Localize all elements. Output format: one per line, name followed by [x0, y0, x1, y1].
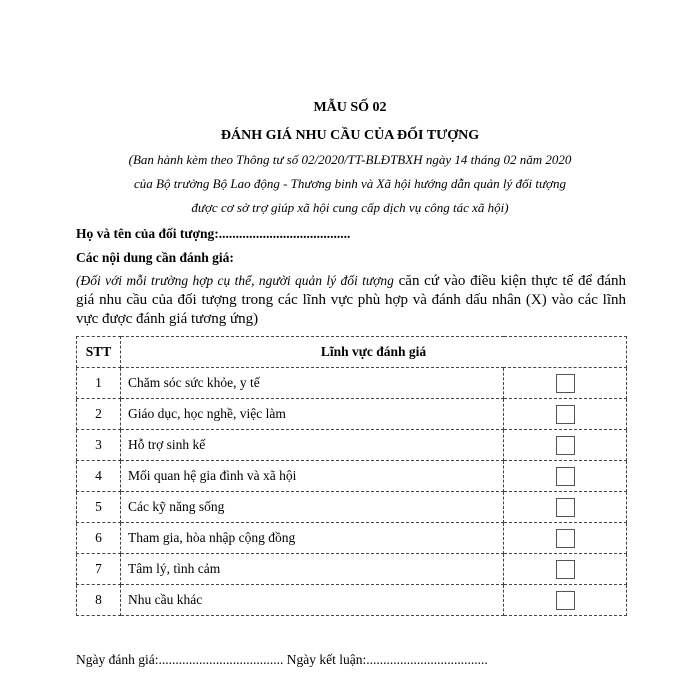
row-stt: 7	[77, 554, 121, 585]
footer-dates	[76, 652, 488, 668]
header-stt: STT	[77, 337, 121, 368]
assessment-checkbox[interactable]	[556, 436, 575, 455]
row-stt: 6	[77, 523, 121, 554]
assessment-checkbox[interactable]	[556, 498, 575, 517]
subtitle-line-2: của Bộ trưởng Bộ Lao động - Thương binh và Xã hội hướng dẫn quản lý đối tượng	[133, 176, 566, 191]
row-field-label: Nhu cầu khác	[121, 585, 504, 616]
assessment-date-label: Ngày đánh giá:.....................................	[76, 652, 284, 667]
form-title: ĐÁNH GIÁ NHU CẦU CỦA ĐỐI TƯỢNG	[220, 128, 480, 143]
assessment-table	[76, 336, 627, 616]
form-number: MẪU SỐ 02	[313, 100, 387, 115]
assessment-checkbox[interactable]	[556, 405, 575, 424]
assessment-checkbox[interactable]	[556, 560, 575, 579]
row-field-label: Mối quan hệ gia đình và xã hội	[121, 461, 504, 492]
subtitle-line-3: được cơ sở trợ giúp xã hội cung cấp dịch vụ công tác xã hội)	[191, 200, 509, 215]
row-field-label: Hỗ trợ sinh kế	[121, 430, 504, 461]
table-row	[77, 585, 627, 616]
table-row	[77, 368, 627, 399]
row-stt: 5	[77, 492, 121, 523]
row-checkbox-cell	[504, 430, 627, 461]
table-row	[77, 430, 627, 461]
row-checkbox-cell	[504, 368, 627, 399]
row-stt: 4	[77, 461, 121, 492]
row-checkbox-cell	[504, 399, 627, 430]
assessment-checkbox[interactable]	[556, 374, 575, 393]
row-checkbox-cell	[504, 554, 627, 585]
row-checkbox-cell	[504, 461, 627, 492]
table-row	[77, 523, 627, 554]
instructions-italic: (Đối với mỗi trường hợp cụ thể, người quản lý đối tượng	[76, 273, 394, 288]
name-field-label: Họ và tên của đối tượng:.......................................	[76, 226, 351, 241]
table-row	[77, 461, 627, 492]
row-field-label: Tham gia, hòa nhập cộng đồng	[121, 523, 504, 554]
row-checkbox-cell	[504, 523, 627, 554]
subtitle-line-1: (Ban hành kèm theo Thông tư số 02/2020/TT-BLĐTBXH ngày 14 tháng 02 năm 2020	[128, 152, 572, 167]
assessment-checkbox[interactable]	[556, 467, 575, 486]
row-stt: 8	[77, 585, 121, 616]
assessment-checkbox[interactable]	[556, 529, 575, 548]
instructions-paragraph	[76, 271, 626, 329]
table-row	[77, 399, 627, 430]
table-row	[77, 492, 627, 523]
row-stt: 2	[77, 399, 121, 430]
row-field-label: Tâm lý, tình cảm	[121, 554, 504, 585]
table-row	[77, 554, 627, 585]
conclusion-date-label: Ngày kết luận:....................................	[286, 652, 488, 667]
row-stt: 3	[77, 430, 121, 461]
row-field-label: Các kỹ năng sống	[121, 492, 504, 523]
assessment-checkbox[interactable]	[556, 591, 575, 610]
instructions-text: căn cứ vào điều kiện thực tế để đánh giá nhu cầu của đối tượng trong các lĩnh vực phù hợp và đánh dấu nhân (X) vào các lĩnh vực được đánh giá tương ứng)	[76, 273, 626, 327]
table-header-row	[77, 337, 627, 368]
row-field-label: Chăm sóc sức khỏe, y tế	[121, 368, 504, 399]
row-field-label: Giáo dục, học nghề, việc làm	[121, 399, 504, 430]
table-body	[77, 368, 627, 616]
content-section-label: Các nội dung cần đánh giá:	[76, 250, 234, 265]
row-checkbox-cell	[504, 492, 627, 523]
row-stt: 1	[77, 368, 121, 399]
row-checkbox-cell	[504, 585, 627, 616]
header-field: Lĩnh vực đánh giá	[121, 337, 627, 368]
